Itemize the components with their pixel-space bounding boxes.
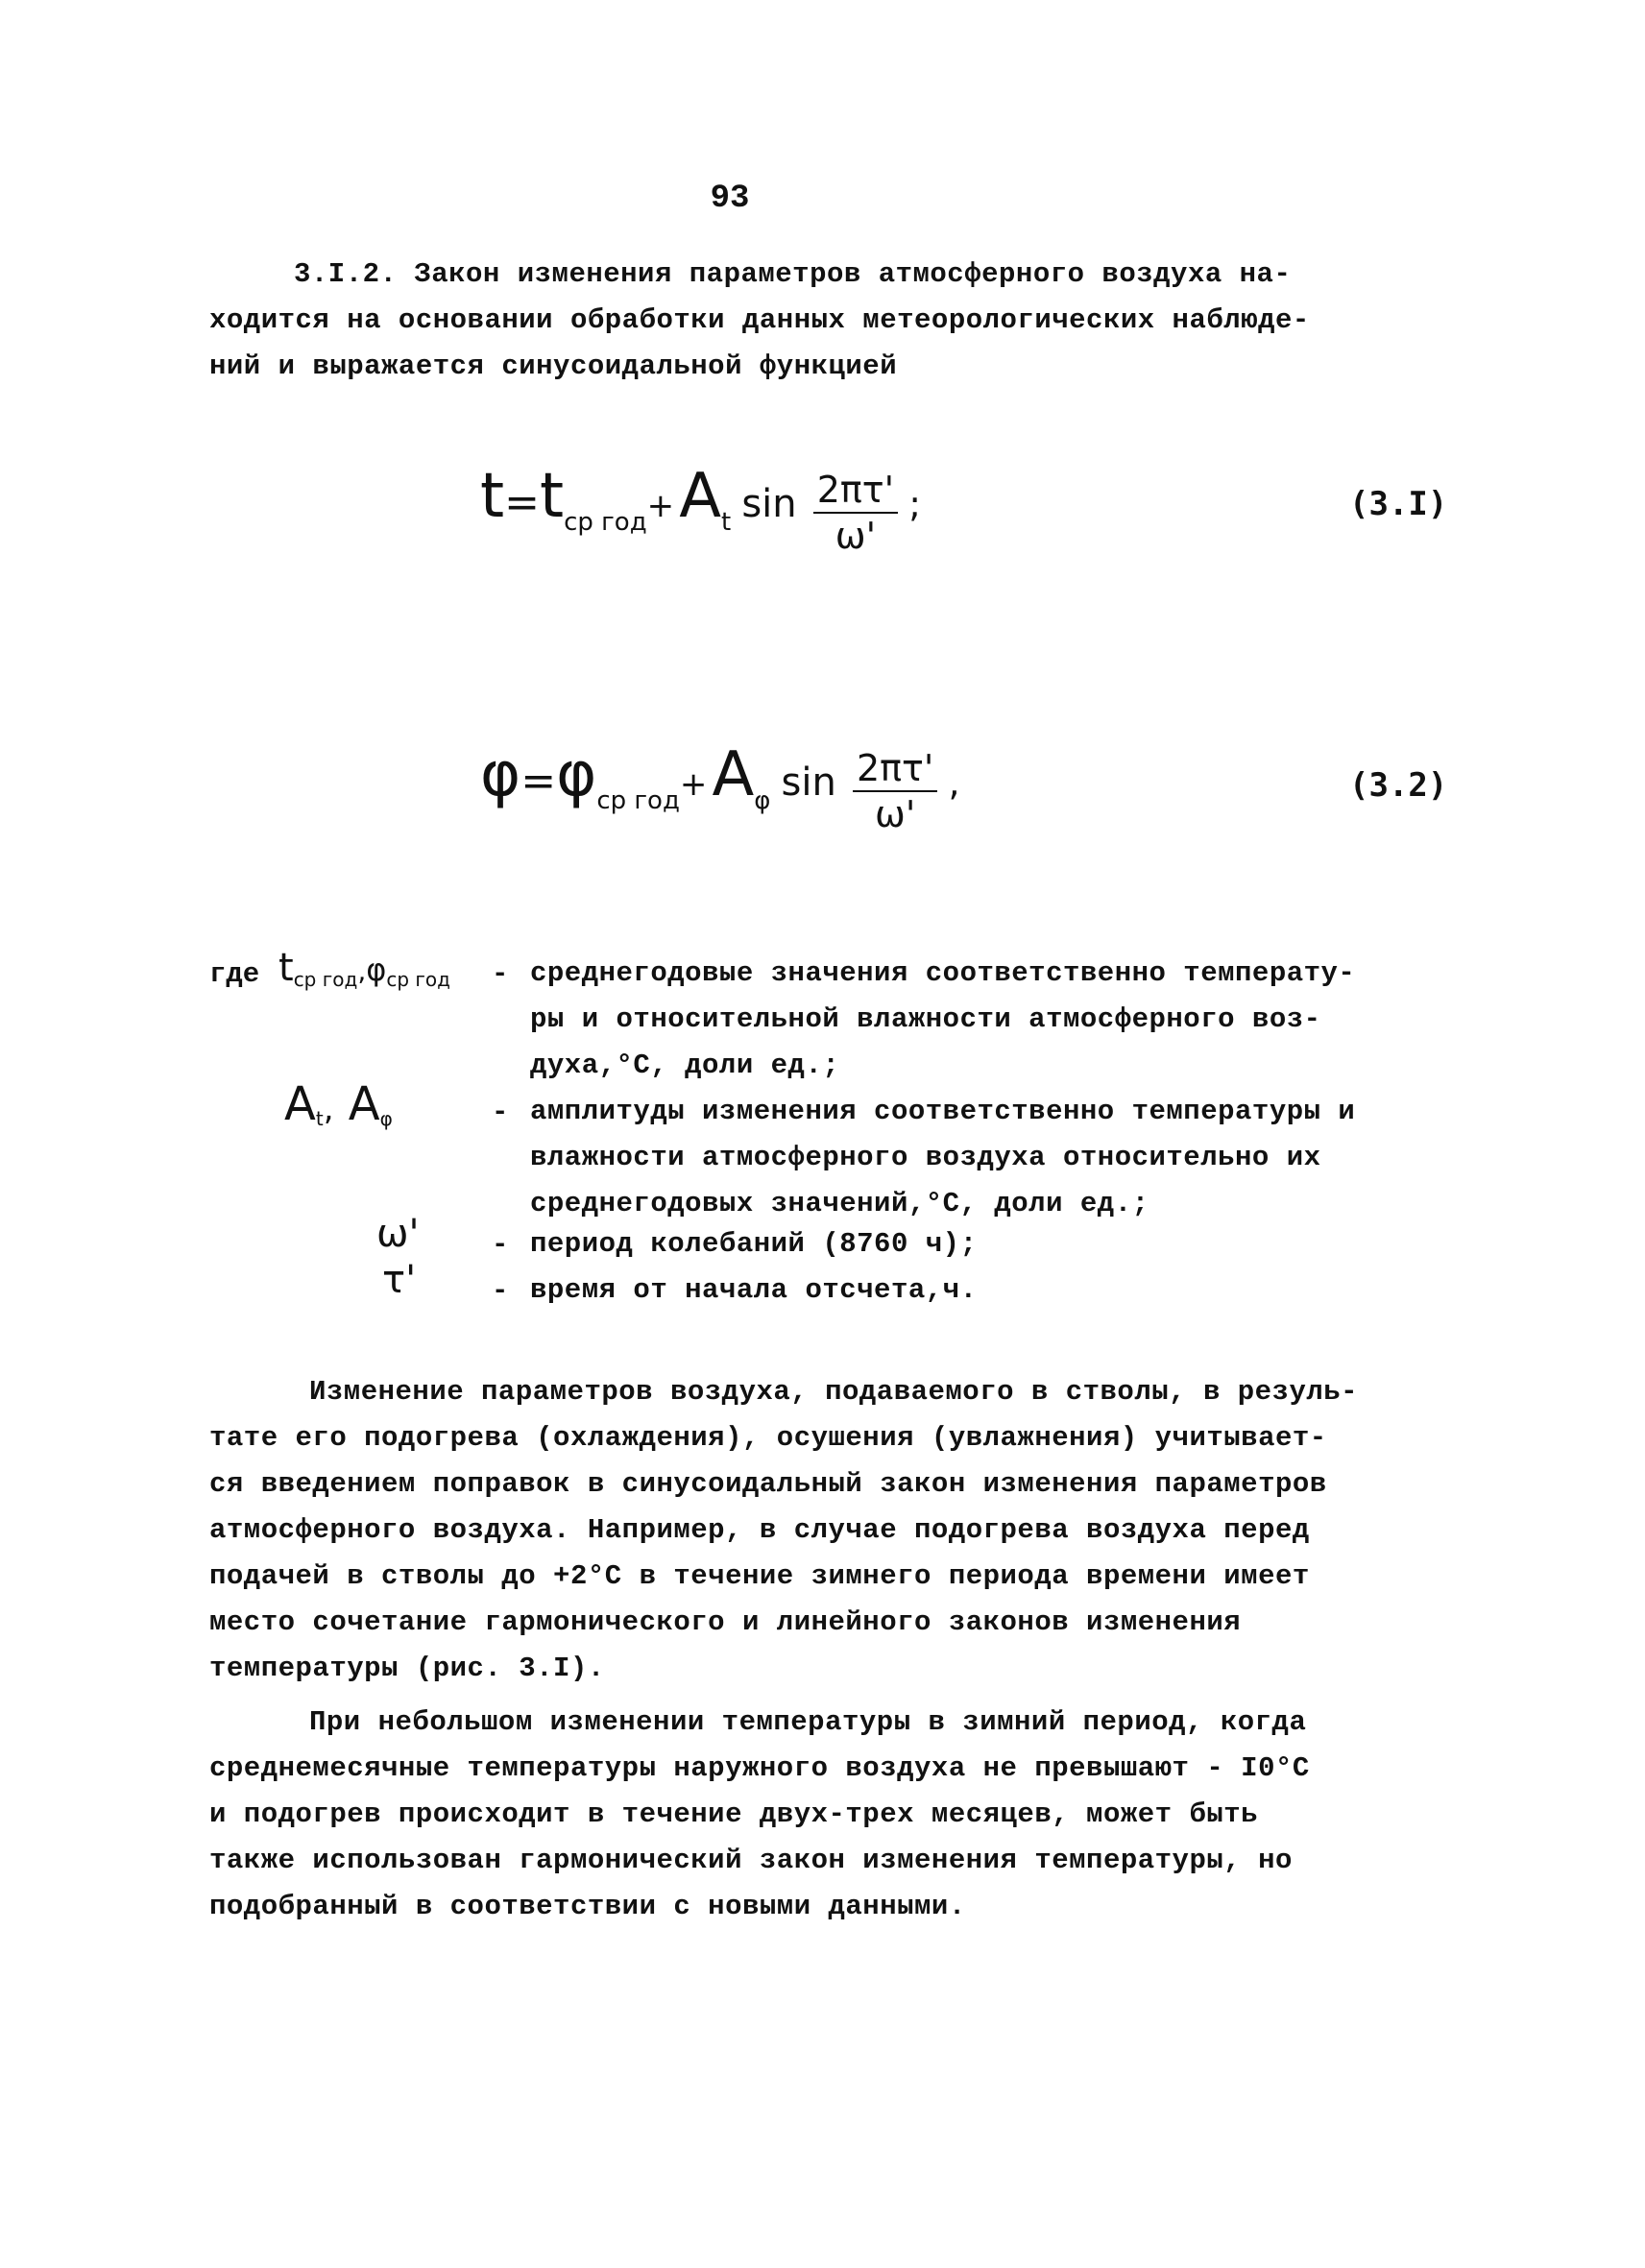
def-text-mean-values: среднегодовые значения соответственно температу- ры и относительной влажности атмосферного воз- духа,°С, доли ед.; [530,957,1356,1081]
def-dash: - [492,1275,509,1307]
eq1-lhs: t [480,461,505,532]
eq2-amplitude: A [712,739,755,810]
def-text-period: период колебаний (8760 ч); [530,1228,978,1260]
def-symbol-period: ω' [376,1212,420,1256]
eq1-numerator: 2πτ' [813,468,898,514]
def-text-amplitudes: амплитуды изменения соответственно температуры и влажности атмосферного воздуха относительно их среднегодовых значений,°С, доли ед.; [530,1096,1356,1219]
eq2-numerator: 2πτ' [853,746,937,792]
eq2-amplitude-subscript: φ [754,786,771,815]
def-dash: - [492,1229,509,1261]
eq1-sin: sin [741,482,797,526]
equation-3-2 [480,739,960,836]
eq2-phi: φ [556,739,597,810]
eq1-tail: ; [908,483,922,525]
def-symbol-mean-values: tср год,φср год [278,946,450,991]
eq1-t-subscript: ср год [564,508,647,537]
eq1-plus: + [646,487,675,525]
equation-3-1 [480,461,921,558]
paragraph-winter-change: При небольшом изменении температуры в зимний период, когда среднемесячные температуры наружного воздуха не превышают - I0°С и подогрев происходит в течение двух-трех месяцев, может быть также использован гармонический закон изменения температуры, но подобранный в соответствии с новыми данными. [209,1706,1310,1922]
intro-line: ний и выражается синусоидальной функцией [209,350,898,382]
intro-line: ходится на основании обработки данных метеорологических наблюде- [209,304,1310,336]
page-number: 93 [710,181,750,217]
eq2-sin: sin [781,760,836,805]
def-dash: - [492,1097,509,1128]
eq2-plus: + [679,765,708,804]
eq1-amplitude: A [679,461,722,532]
eq1-amplitude-subscript: t [721,508,732,537]
def-text-time: время от начала отсчета,ч. [530,1274,978,1306]
eq2-lhs: φ [480,739,521,810]
eq2-denominator: ω' [875,792,916,835]
eq2-equals: = [520,757,557,806]
intro-line: 3.I.2. Закон изменения параметров атмосферного воздуха на- [294,258,1292,290]
eq2-tail: , [948,761,960,804]
eq1-t: t [539,461,565,532]
where-label: где [209,958,260,990]
equation-number-3-1: (3.I) [1349,485,1448,523]
def-symbol-time: τ' [382,1258,417,1302]
eq1-denominator: ω' [835,514,877,557]
equation-number-3-2: (3.2) [1349,766,1448,805]
eq2-phi-subscript: ср год [596,786,680,815]
eq1-equals: = [504,478,540,527]
paragraph-air-parameters: Изменение параметров воздуха, подаваемого в стволы, в резуль- тате его подогрева (охлаждения), осушения (увлажнения) учитывает- ся введением поправок в синусоидальный закон изменения параметров атмосферного воздуха. Например, в случае подогрева воздуха перед подачей в стволы до +2°С в течение зимнего периода времени имеет место сочетание гармонического и линейного законов изменения температуры (рис. 3.I). [209,1376,1359,1684]
def-dash: - [492,958,509,990]
def-symbol-amplitudes: At, Aφ [284,1077,393,1131]
intro-paragraph [209,252,1448,390]
eq2-fraction [853,746,937,836]
eq1-fraction [813,468,898,558]
